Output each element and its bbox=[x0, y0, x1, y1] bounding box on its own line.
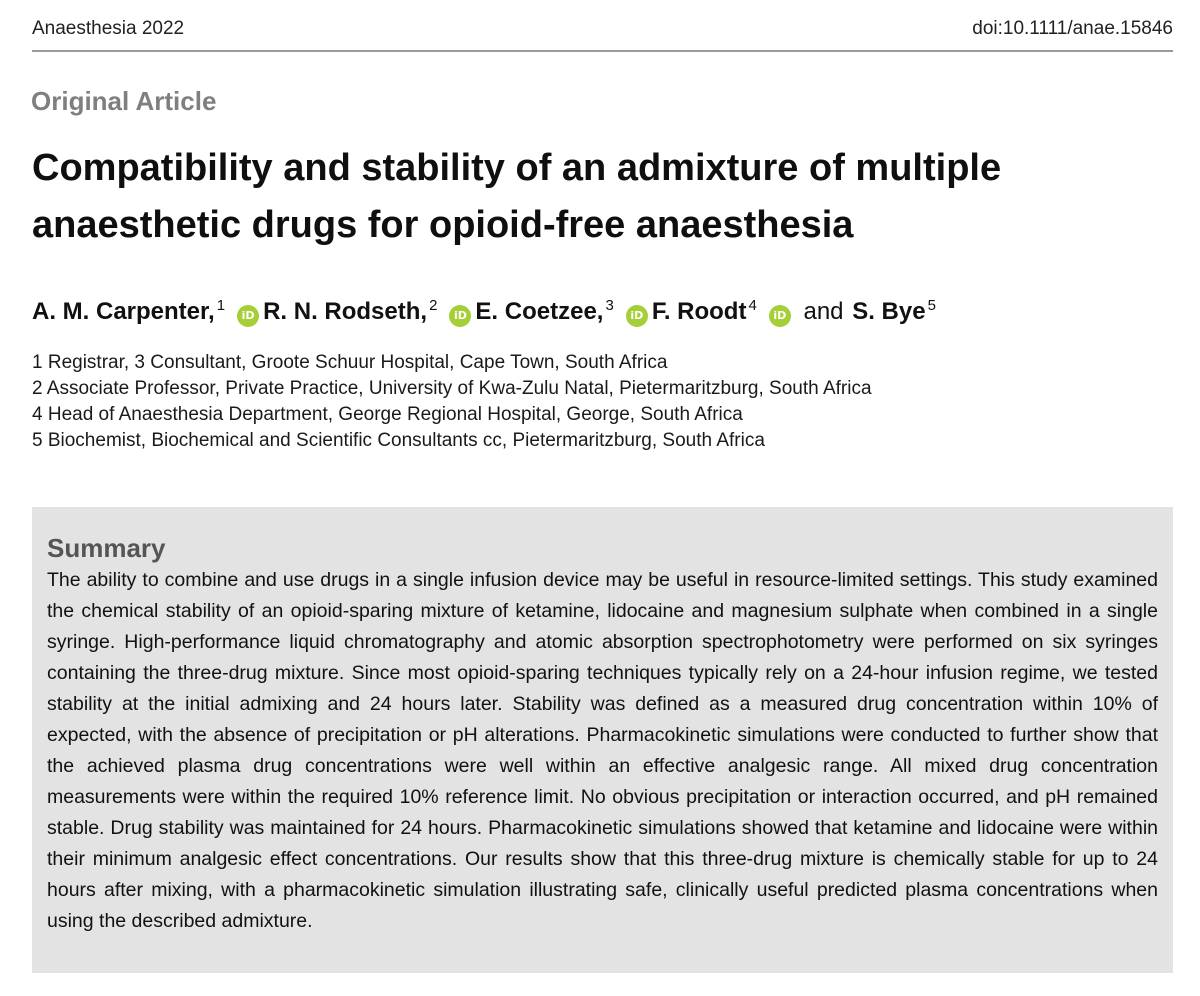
author-list bbox=[32, 288, 1172, 330]
orcid-icon[interactable]: iD bbox=[769, 305, 791, 327]
author-name[interactable]: R. N. Rodseth, bbox=[263, 298, 428, 325]
affiliation-line: 4 Head of Anaesthesia Department, George Regional Hospital, George, South Africa bbox=[32, 404, 743, 425]
affiliation-line: 1 Registrar, 3 Consultant, Groote Schuur Hospital, Cape Town, South Africa bbox=[32, 352, 668, 373]
author-name[interactable]: S. Bye bbox=[852, 298, 926, 325]
author-conjunction: and bbox=[803, 298, 844, 325]
summary-text: The ability to combine and use drugs in a single infusion device may be useful in resource-limited settings. This study examined the chemical stability of an opioid-sparing mixture of ketamine, lidocaine and magnesium sulphate when combined in a single syringe. High-performance liquid chromatography and atomic absorption spectrophotometry were performed on six syringes containing the three-drug mixture. Since most opioid-sparing techniques typically rely on a 24-hour infusion regime, we tested stability at the initial admixing and 24 hours later. Stability was defined as a measured drug concentration within 10% of expected, with the absence of precipitation or pH alterations. Pharmacokinetic simulations were conducted to further show that the achieved plasma drug concentrations were well within an effective analgesic range. All mixed drug concentration measurements were within the required 10% reference limit. No obvious precipitation or interaction occurred, and pH remained stable. Drug stability was maintained for 24 hours. Pharmacokinetic simulations showed that ketamine and lidocaine were within their minimum analgesic effect concentrations. Our results show that this three-drug mixture is chemically stable for up to 24 hours after mixing, with a pharmacokinetic simulation illustrating safe, clinically useful predicted plasma concentrations when using the described admixture. bbox=[47, 569, 1158, 932]
affiliation-list bbox=[32, 350, 1172, 454]
running-header bbox=[32, 18, 1173, 52]
doi-link[interactable]: doi:10.1111/anae.15846 bbox=[972, 18, 1173, 39]
author-name[interactable]: F. Roodt bbox=[651, 298, 747, 325]
affiliation-line: 5 Biochemist, Biochemical and Scientific Consultants cc, Pietermaritzburg, South Africa bbox=[32, 430, 765, 451]
article-type: Original Article bbox=[31, 86, 217, 116]
orcid-icon[interactable]: iD bbox=[626, 305, 648, 327]
summary-heading: Summary bbox=[47, 533, 166, 563]
orcid-icon[interactable]: iD bbox=[237, 305, 259, 327]
affiliation-line: 2 Associate Professor, Private Practice, University of Kwa-Zulu Natal, Pietermaritzburg, South Africa bbox=[32, 378, 872, 399]
affiliation-marker: 5 bbox=[927, 297, 936, 314]
author-name[interactable]: A. M. Carpenter, bbox=[32, 298, 215, 325]
affiliation-marker: 2 bbox=[429, 297, 438, 314]
affiliation-marker: 4 bbox=[748, 297, 757, 314]
affiliation-marker: 1 bbox=[216, 297, 226, 314]
journal-name: Anaesthesia 2022 bbox=[32, 18, 185, 39]
orcid-icon[interactable]: iD bbox=[449, 305, 471, 327]
article-title: Compatibility and stability of an admixture of multiple anaesthetic drugs for opioid-free anaesthesia bbox=[32, 147, 1002, 246]
affiliation-marker: 3 bbox=[605, 297, 614, 314]
summary-box bbox=[32, 507, 1173, 973]
author-name[interactable]: E. Coetzee, bbox=[475, 298, 604, 325]
